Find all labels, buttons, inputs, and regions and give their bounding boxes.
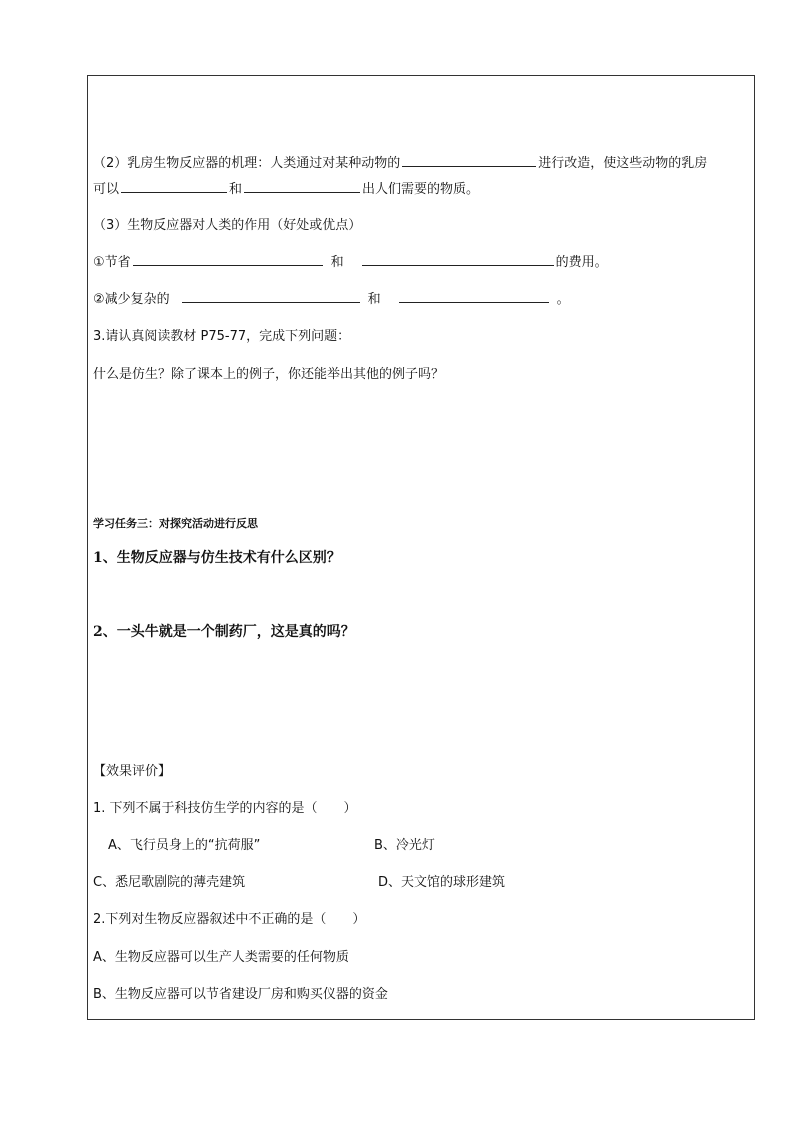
mechanism-text-e: 出人们需要的物质。	[362, 182, 480, 197]
blank-secrete[interactable]	[244, 180, 360, 193]
blank-modified-gene[interactable]	[402, 154, 536, 167]
eval-q2-option-a[interactable]: A、生物反应器可以生产人类需要的任何物质	[93, 950, 349, 965]
eval-q1-option-a[interactable]: A、飞行员身上的“抗荷服”	[108, 838, 261, 853]
benefit-item-2	[93, 290, 570, 309]
evaluation-heading: 【效果评价】	[93, 764, 172, 779]
task3-heading: 学习任务三：对探究活动进行反思	[93, 517, 258, 530]
eval-question-1: 1. 下列不属于科技仿生学的内容的是（ ）	[93, 801, 357, 816]
mechanism-text-a: （2）乳房生物反应器的机理：人类通过对某种动物的	[93, 156, 401, 171]
blank-reduce-2[interactable]	[399, 290, 549, 303]
reading-instruction: 3.请认真阅读教材 P75-77，完成下列问题：	[93, 329, 351, 344]
eval-q1-option-b[interactable]: B、冷光灯	[374, 838, 435, 853]
blank-produce[interactable]	[121, 180, 227, 193]
benefit-2-text-c: 。	[556, 292, 570, 307]
eval-question-2: 2.下列对生物反应器叙述中不正确的是（ ）	[93, 912, 366, 927]
mechanism-text-b: 进行改造，使这些动物的乳房	[538, 156, 708, 171]
task3-question-1: 1、生物反应器与仿生技术有什么区别？	[93, 550, 341, 566]
blank-save-2[interactable]	[362, 253, 554, 266]
task3-question-2: 2、一头牛就是一个制药厂，这是真的吗？	[93, 624, 355, 640]
benefits-heading: （3）生物反应器对人类的作用（好处或优点）	[93, 218, 362, 233]
eval-q1-option-c[interactable]: C、悉尼歌剧院的薄壳建筑	[93, 875, 246, 890]
benefit-1-text-c: 的费用。	[555, 255, 608, 270]
blank-save-1[interactable]	[133, 253, 323, 266]
mechanism-text-c: 可以	[93, 182, 120, 197]
benefit-2-text-b: 和	[367, 292, 381, 307]
eval-q1-option-d[interactable]: D、天文馆的球形建筑	[378, 875, 506, 890]
bionics-question: 什么是仿生？除了课本上的例子，你还能举出其他的例子吗？	[93, 367, 445, 382]
mechanism-line-1	[93, 154, 707, 173]
benefit-1-text-a: ①节省	[93, 255, 131, 270]
eval-q2-option-b[interactable]: B、生物反应器可以节省建设厂房和购买仪器的资金	[93, 987, 388, 1002]
benefit-2-text-a: ②减少复杂的	[93, 292, 170, 307]
blank-reduce-1[interactable]	[182, 290, 360, 303]
benefit-1-text-b: 和	[330, 255, 344, 270]
mechanism-text-d: 和	[229, 182, 243, 197]
mechanism-line-2	[93, 180, 479, 199]
benefit-item-1	[93, 253, 608, 272]
